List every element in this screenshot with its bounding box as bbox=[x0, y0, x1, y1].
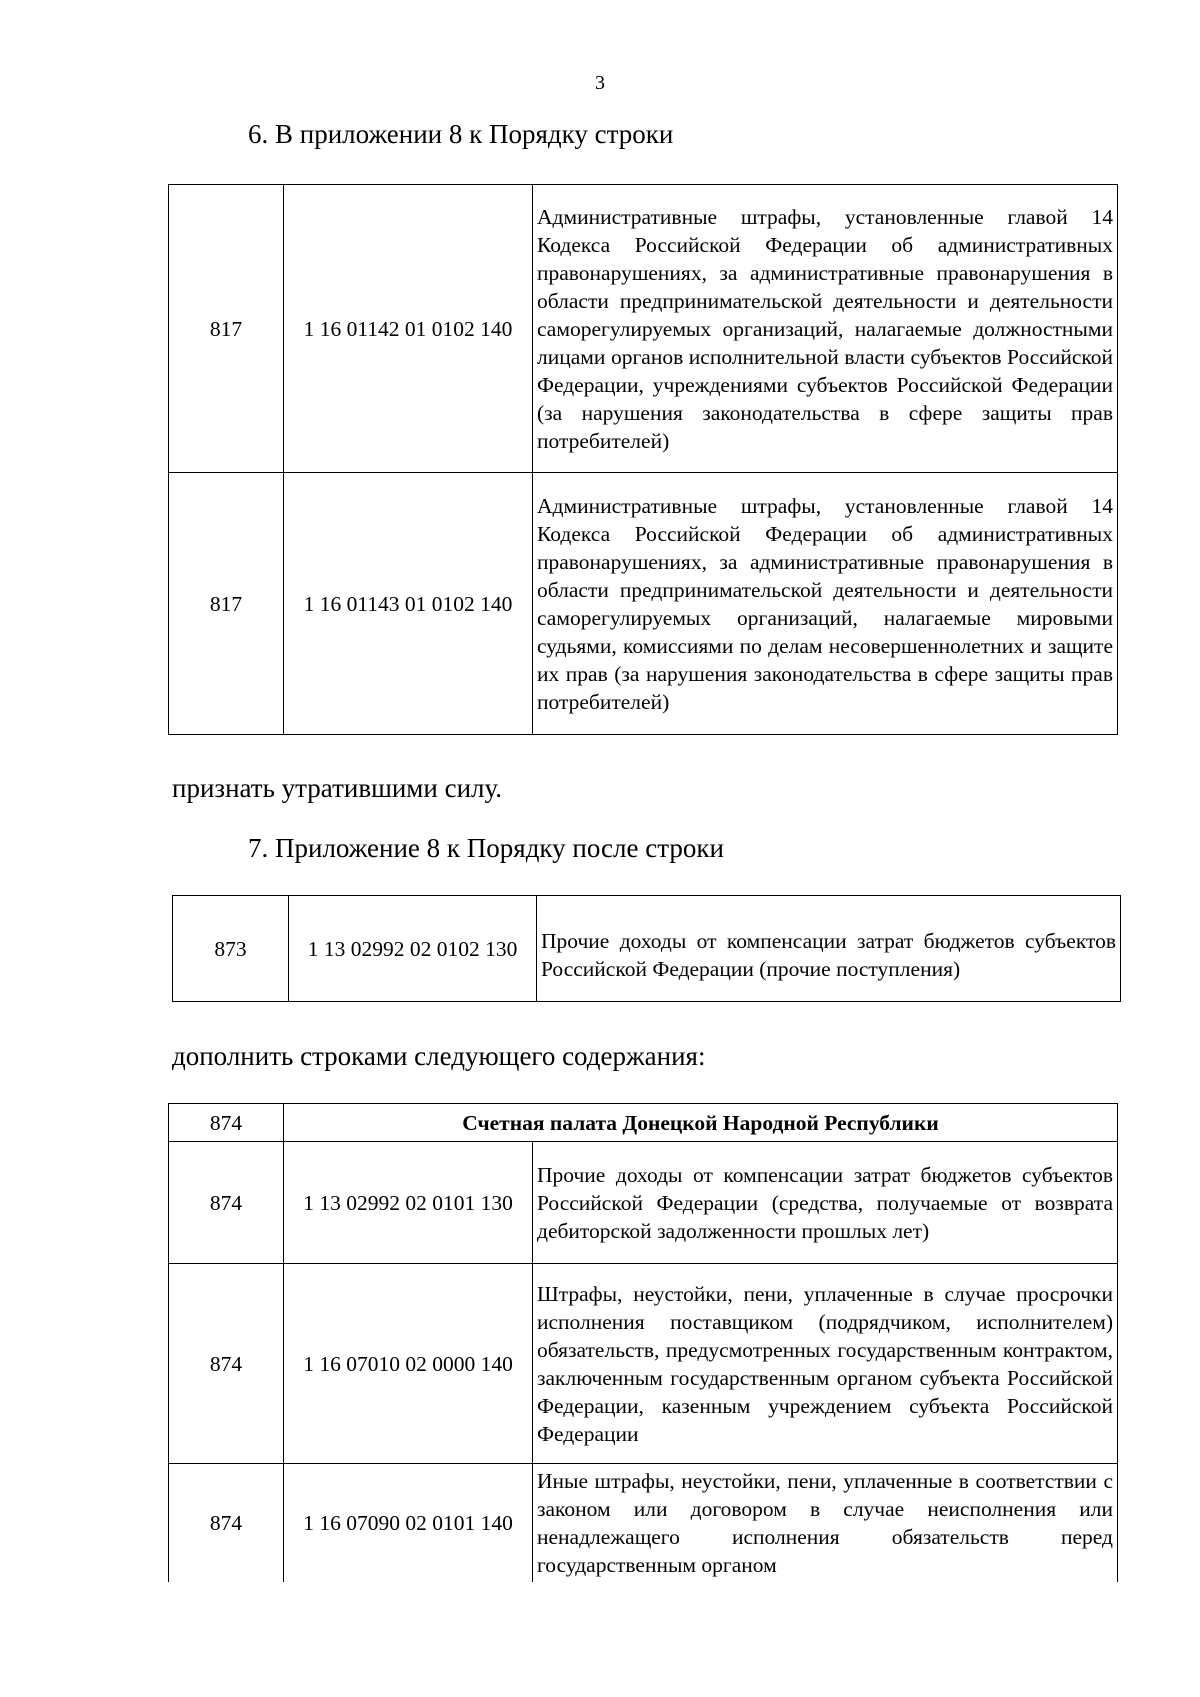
section6-closing: признать утратившими силу. bbox=[172, 773, 503, 803]
row-kbk: 1 16 07010 02 0000 140 bbox=[284, 1264, 533, 1464]
row-description: Штрафы, неустойки, пени, уплаченные в случае просрочки исполнения поставщиком (подрядчиком, исполнителем) обязательств, предусмотренных государственным контрактом, заключенным государственным органом субъекта Российской Федерации, казенным учреждением субъекта Российской Федерации bbox=[533, 1264, 1118, 1464]
row-description: Прочие доходы от компенсации затрат бюджетов субъектов Российской Федерации (прочие поступления) bbox=[537, 896, 1121, 1002]
title-row-code: 874 bbox=[169, 1104, 284, 1142]
section6-table bbox=[168, 184, 1118, 735]
section7-table bbox=[172, 895, 1121, 1002]
table-row bbox=[169, 1464, 1118, 1582]
row-kbk: 1 16 01142 01 0102 140 bbox=[284, 185, 533, 473]
row-code: 817 bbox=[169, 473, 284, 735]
section6-heading: 6. В приложении 8 к Порядку строки bbox=[248, 119, 674, 149]
row-description: Административные штрафы, установленные главой 14 Кодекса Российской Федерации об административных правонарушениях, за административные правонарушения в области предпринимательской деятельности и деятельности саморегулируемых организаций, налагаемые должностными лицами органов исполнительной власти субъектов Российской Федерации, учреждениями субъектов Российской Федерации (за нарушения законодательства в сфере защиты прав потребителей) bbox=[533, 185, 1118, 473]
row-kbk: 1 16 07090 02 0101 140 bbox=[284, 1464, 533, 1582]
row-code: 817 bbox=[169, 185, 284, 473]
table-row bbox=[169, 1142, 1118, 1264]
organization-title: Счетная палата Донецкой Народной Республики bbox=[284, 1104, 1118, 1142]
table-row bbox=[173, 896, 1121, 1002]
table-row bbox=[169, 185, 1118, 473]
table-row bbox=[169, 473, 1118, 735]
row-code: 874 bbox=[169, 1264, 284, 1464]
row-kbk: 1 13 02992 02 0102 130 bbox=[289, 896, 537, 1002]
table-row bbox=[169, 1264, 1118, 1464]
row-description: Прочие доходы от компенсации затрат бюджетов субъектов Российской Федерации (средства, получаемые от возврата дебиторской задолженности прошлых лет) bbox=[533, 1142, 1118, 1264]
row-kbk: 1 16 01143 01 0102 140 bbox=[284, 473, 533, 735]
row-code: 874 bbox=[169, 1142, 284, 1264]
row-code: 873 bbox=[173, 896, 289, 1002]
section7-closing: дополнить строками следующего содержания: bbox=[172, 1041, 706, 1071]
section7-heading: 7. Приложение 8 к Порядку после строки bbox=[248, 833, 724, 863]
row-kbk: 1 13 02992 02 0101 130 bbox=[284, 1142, 533, 1264]
row-description: Иные штрафы, неустойки, пени, уплаченные в соответствии с законом или договором в случае неисполнения или ненадлежащего исполнения обязательств перед государственным органом bbox=[533, 1464, 1118, 1582]
row-description: Административные штрафы, установленные главой 14 Кодекса Российской Федерации об административных правонарушениях, за административные правонарушения в области предпринимательской деятельности и деятельности саморегулируемых организаций, налагаемые мировыми судьями, комиссиями по делам несовершеннолетних и защите их прав (за нарушения законодательства в сфере защиты прав потребителей) bbox=[533, 473, 1118, 735]
row-code: 874 bbox=[169, 1464, 284, 1582]
table-title-row bbox=[169, 1104, 1118, 1142]
section7-new-table bbox=[168, 1103, 1118, 1582]
page-number: 3 bbox=[595, 72, 605, 94]
